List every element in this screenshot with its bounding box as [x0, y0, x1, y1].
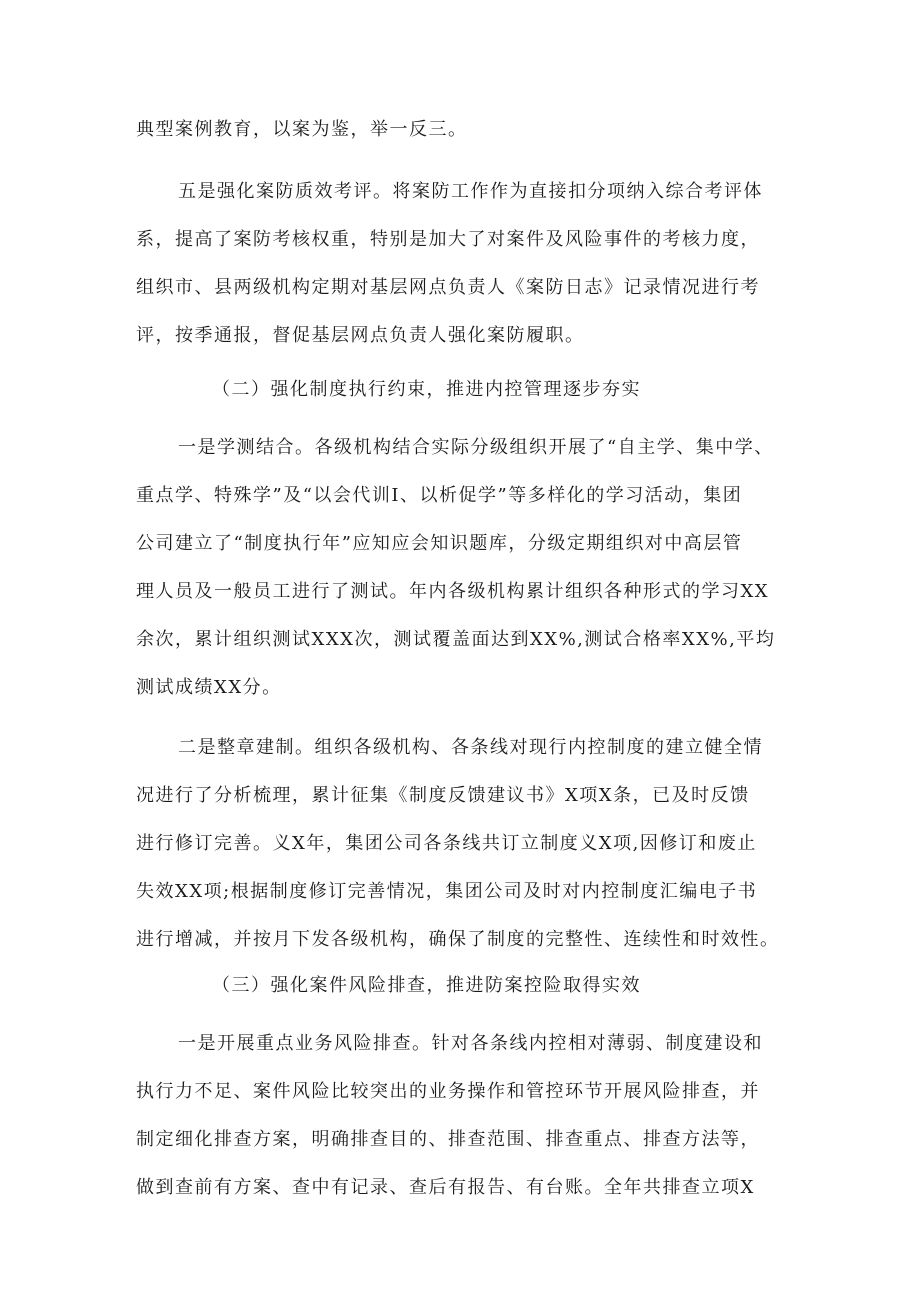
paragraph-line: 制定细化排查方案，明确排查目的、排查范围、排查重点、排查方法等，: [136, 1129, 760, 1150]
paragraph-line: 况进行了分析梳理，累计征集《制度反馈建议书》X项X条，已及时反馈: [136, 785, 750, 806]
section-heading: （二）强化制度执行约束，推进内控管理逐步夯实: [212, 379, 641, 400]
paragraph-line: 测试成绩XX分。: [136, 677, 282, 698]
paragraph-line: 理人员及一般员工进行了测试。年内各级机构累计组织各种形式的学习XX: [136, 581, 770, 602]
paragraph-line: 公司建立了“制度执行年”应知应会知识题库，分级定期组织对中高层管: [136, 533, 743, 554]
paragraph-line: 做到查前有方案、查中有记录、查后有报告、有台账。全年共排查立项X: [136, 1177, 755, 1198]
paragraph-line: 五是强化案防质效考评。将案防工作作为直接扣分项纳入综合考评体: [178, 181, 763, 202]
paragraph-line: 进行增减，并按月下发各级机构，确保了制度的完整性、连续性和时效性。: [136, 929, 780, 950]
paragraph-line: 典型案例教育，以案为鉴，举一反三。: [136, 119, 468, 140]
paragraph-line: 二是整章建制。组织各级机构、各条线对现行内控制度的建立健全情: [178, 737, 763, 758]
paragraph-line: 进行修订完善。义X年，集团公司各条线共订立制度义X项,因修订和废止: [136, 833, 757, 854]
section-heading: （三）强化案件风险排查，推进防案控险取得实效: [212, 975, 641, 996]
paragraph-line: 执行力不足、案件风险比较突出的业务操作和管控环节开展风险排查，并: [136, 1081, 760, 1102]
paragraph-line: 重点学、特殊学”及“以会代训I、以析促学”等多样化的学习活动，集团: [136, 485, 743, 506]
paragraph-line: 失效XX项;根据制度修订完善情况，集团公司及时对内控制度汇编电子书: [136, 881, 758, 902]
paragraph-line: 一是开展重点业务风险排查。针对各条线内控相对薄弱、制度建设和: [178, 1033, 763, 1054]
paragraph-line: 组织市、县两级机构定期对基层网点负责人《案防日志》记录情况进行考: [136, 277, 760, 298]
paragraph-line: 一是学测结合。各级机构结合实际分级组织开展了“自主学、集中学、: [178, 437, 774, 458]
paragraph-line: 系，提高了案防考核权重，特别是加大了对案件及风险事件的考核力度，: [136, 229, 760, 250]
paragraph-line: 评，按季通报，督促基层网点负责人强化案防履职。: [136, 325, 585, 346]
paragraph-line: 余次，累计组织测试XXX次，测试覆盖面达到XX%,测试合格率XX%,平均: [136, 629, 776, 650]
